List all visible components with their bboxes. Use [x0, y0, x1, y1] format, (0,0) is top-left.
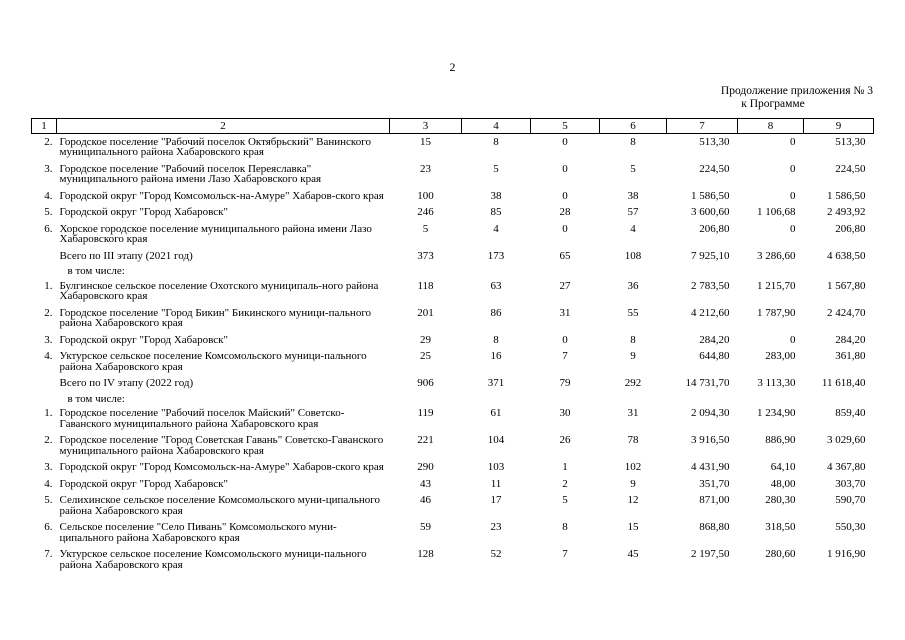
value-cell: 7	[562, 350, 568, 362]
value-cell: 38	[627, 189, 639, 202]
row-name-cell: Всего по IV этапу (2022 год)	[59, 377, 194, 389]
amount-cell: 280,30	[765, 494, 796, 506]
value-cell: 4	[630, 222, 636, 235]
table-row	[32, 348, 874, 375]
value-cell: 221	[417, 434, 434, 446]
table-row	[32, 432, 874, 459]
value-cell: 119	[417, 407, 434, 419]
row-number-cell: 5.	[44, 494, 53, 506]
appendix-line-1: Продолжение приложения № 3	[720, 85, 873, 97]
row-name-cell: Городской округ "Город Хабаровск"	[59, 206, 229, 218]
amount-cell: 4 367,80	[827, 461, 866, 473]
table-row	[32, 248, 874, 265]
amount-cell: 2 094,30	[691, 407, 730, 419]
amount-cell: 886,90	[765, 434, 796, 446]
amount-cell: 303,70	[835, 477, 866, 490]
row-number-cell: 4.	[44, 477, 53, 490]
row-number-cell: 6.	[44, 222, 53, 235]
row-name-cell: Городской округ "Город Хабаровск"	[59, 333, 229, 346]
value-cell: 45	[627, 548, 639, 560]
value-cell: 31	[559, 306, 571, 319]
amount-cell	[667, 392, 738, 406]
value-cell: 23	[420, 162, 431, 175]
header-cell: 7	[667, 119, 738, 134]
row-number-cell	[32, 375, 57, 392]
amount-cell	[738, 392, 804, 406]
header-cell: 2	[57, 119, 390, 134]
value-cell: 46	[420, 494, 431, 506]
value-cell: 100	[417, 189, 434, 202]
amount-cell: 4 212,60	[691, 306, 730, 319]
value-cell: 27	[559, 279, 571, 292]
row-number-cell	[32, 392, 57, 406]
amount-cell: 284,20	[699, 333, 730, 346]
header-cell: 9	[804, 119, 874, 134]
value-cell: 5	[422, 222, 429, 235]
amount-cell: 224,50	[699, 162, 730, 175]
subheading-label: в том числе:	[67, 265, 125, 277]
amount-cell: 3 029,60	[827, 434, 866, 446]
amount-cell: 644,80	[699, 350, 730, 362]
row-name-cell: Уктурское сельское поселение Комсомольского муници-пального района Хабаровского края	[59, 548, 367, 571]
amount-cell: 590,70	[835, 494, 866, 506]
table-row	[32, 161, 874, 188]
amount-cell: 0	[790, 189, 796, 202]
row-name-cell: Хорское городское поселение муниципального района имени Лазо Хабаровского края	[59, 222, 372, 245]
value-cell: 79	[559, 377, 571, 389]
row-name-cell: Сельское поселение "Село Пивань" Комсомольского муни-ципального района Хабаровского края	[59, 521, 337, 544]
row-number-cell: 3.	[44, 461, 53, 473]
amount-cell: 7 925,10	[691, 249, 730, 262]
table-row	[32, 375, 874, 392]
table-row	[32, 519, 874, 546]
value-cell: 52	[490, 548, 502, 560]
value-cell: 23	[490, 521, 502, 533]
value-cell: 12	[627, 494, 639, 506]
value-cell: 5	[493, 162, 499, 175]
value-cell: 0	[562, 333, 568, 346]
amount-cell: 1 215,70	[757, 279, 796, 292]
row-number-cell: 1.	[44, 407, 53, 419]
row-name-cell: Городское поселение "Город Советская Гавань" Советско-Гаванского муниципального района Хабаровского края	[59, 434, 384, 457]
value-cell: 30	[559, 407, 571, 419]
amount-cell: 0	[790, 333, 796, 346]
header-cell: 1	[32, 119, 57, 134]
value-cell	[390, 392, 462, 406]
value-cell: 15	[420, 135, 431, 148]
value-cell: 906	[417, 377, 434, 389]
amount-cell: 2 197,50	[691, 548, 730, 560]
value-cell: 246	[417, 206, 434, 218]
header-cell: 8	[738, 119, 804, 134]
value-cell	[600, 264, 667, 278]
header-cell: 4	[462, 119, 531, 134]
amount-cell: 1 234,90	[757, 407, 796, 419]
amount-cell: 2 424,70	[827, 306, 866, 319]
value-cell: 29	[420, 333, 431, 346]
value-cell: 8	[630, 333, 636, 346]
table-row	[32, 305, 874, 332]
value-cell	[390, 264, 462, 278]
amount-cell: 224,50	[835, 162, 866, 175]
row-number-cell: 4.	[44, 350, 53, 362]
value-cell: 8	[493, 333, 499, 346]
table-row	[32, 278, 874, 305]
value-cell: 63	[490, 279, 502, 292]
value-cell: 290	[417, 461, 434, 473]
row-name-cell: Городское поселение "Рабочий поселок Переяславка" муниципального района имени Лазо Хабаровского края	[59, 162, 322, 185]
table-row	[32, 332, 874, 349]
value-cell: 2	[562, 477, 568, 490]
amount-cell: 318,50	[765, 521, 796, 533]
value-cell: 15	[627, 521, 639, 533]
row-number-cell: 2.	[44, 135, 53, 148]
amount-cell: 1 567,80	[827, 279, 866, 292]
amount-cell: 283,00	[765, 350, 796, 362]
row-number-cell	[32, 264, 57, 278]
subheading-row	[32, 264, 874, 278]
amount-cell: 1 586,50	[691, 189, 730, 202]
value-cell: 38	[490, 189, 502, 202]
amount-cell: 284,20	[835, 333, 866, 346]
value-cell: 26	[559, 434, 571, 446]
value-cell	[600, 392, 667, 406]
value-cell	[462, 264, 531, 278]
amount-cell: 550,30	[835, 521, 866, 533]
value-cell: 28	[559, 206, 571, 218]
amount-cell: 868,80	[699, 521, 730, 533]
value-cell: 103	[487, 461, 505, 473]
value-cell: 55	[627, 306, 639, 319]
table-row	[32, 476, 874, 493]
value-cell: 292	[624, 377, 642, 389]
amount-cell: 3 113,30	[757, 377, 796, 389]
amount-cell: 206,80	[835, 222, 866, 235]
value-cell: 5	[630, 162, 636, 175]
value-cell: 173	[487, 249, 505, 262]
amount-cell: 0	[790, 162, 796, 175]
value-cell: 0	[562, 135, 568, 148]
value-cell: 36	[627, 279, 639, 292]
value-cell: 16	[490, 350, 502, 362]
value-cell	[462, 392, 531, 406]
value-cell: 9	[630, 477, 636, 490]
value-cell: 25	[420, 350, 431, 362]
header-cell: 3	[390, 119, 462, 134]
value-cell: 201	[417, 306, 434, 319]
table-row	[32, 133, 874, 161]
value-cell: 43	[420, 477, 431, 490]
value-cell: 4	[493, 222, 499, 235]
row-number-cell: 4.	[44, 189, 53, 202]
row-name-cell: Городское поселение "Город Бикин" Бикинского муници-пального района Хабаровского края	[59, 306, 372, 329]
amount-cell: 4 638,50	[827, 249, 866, 262]
amount-cell: 3 600,60	[691, 206, 730, 218]
amount-cell: 0	[790, 135, 796, 148]
table-row	[32, 204, 874, 221]
amount-cell: 513,30	[835, 135, 866, 148]
amount-cell: 48,00	[770, 477, 796, 490]
value-cell: 371	[487, 377, 505, 389]
value-cell: 8	[630, 135, 636, 148]
row-number-cell: 6.	[44, 521, 53, 533]
row-name-cell	[57, 392, 390, 406]
value-cell: 0	[562, 222, 568, 235]
appendix-line-2: к Программе	[741, 98, 805, 110]
subheading-label: в том числе:	[67, 392, 125, 405]
row-name-cell: Городской округ "Город Комсомольск-на-Амуре" Хабаров-ского края	[59, 461, 384, 473]
value-cell	[531, 392, 600, 406]
row-name-cell: Уктурское сельское поселение Комсомольского муници-пального района Хабаровского края	[59, 350, 367, 373]
value-cell: 11	[490, 477, 502, 490]
row-number-cell: 3.	[44, 333, 53, 346]
amount-cell: 14 731,70	[685, 377, 730, 389]
amount-cell: 361,80	[835, 350, 866, 362]
row-number-cell: 1.	[44, 279, 53, 292]
row-number-cell: 5.	[44, 206, 53, 218]
value-cell: 8	[493, 135, 499, 148]
amount-cell: 513,30	[699, 135, 730, 148]
value-cell: 128	[417, 548, 434, 560]
row-number-cell: 2.	[44, 306, 53, 319]
value-cell: 7	[562, 548, 568, 560]
value-cell: 0	[562, 189, 568, 202]
table-row	[32, 492, 874, 519]
header-cell: 6	[600, 119, 667, 134]
value-cell: 104	[487, 434, 505, 446]
subheading-row	[32, 392, 874, 406]
value-cell: 86	[490, 306, 502, 319]
value-cell: 17	[490, 494, 502, 506]
amount-cell: 206,80	[699, 222, 730, 235]
amount-cell: 3 916,50	[691, 434, 730, 446]
amount-cell	[804, 392, 874, 406]
value-cell: 78	[627, 434, 639, 446]
value-cell: 102	[624, 461, 642, 473]
value-cell: 9	[630, 350, 636, 362]
value-cell: 1	[562, 461, 568, 473]
row-name-cell: Селихинское сельское поселение Комсомольского муни-ципального района Хабаровского края	[59, 494, 380, 517]
amount-cell: 11 618,40	[821, 377, 866, 389]
header-cell: 5	[531, 119, 600, 134]
appendix-heading	[673, 85, 873, 111]
amount-cell: 871,00	[699, 494, 730, 506]
table-row	[32, 188, 874, 205]
row-name-cell	[57, 264, 390, 278]
row-number-cell: 3.	[44, 162, 53, 175]
row-name-cell: Городской округ "Город Комсомольск-на-Амуре" Хабаров-ского края	[59, 189, 384, 202]
amount-cell: 64,10	[770, 461, 796, 473]
amount-cell: 859,40	[835, 407, 866, 419]
table-row	[32, 405, 874, 432]
value-cell: 5	[562, 494, 568, 506]
table-row	[32, 459, 874, 476]
value-cell: 61	[490, 407, 502, 419]
amount-cell	[738, 264, 804, 278]
row-name-cell: Городское поселение "Рабочий поселок Майский" Советско-Гаванского муниципального района Хабаровского края	[59, 407, 345, 430]
amount-cell: 1 916,90	[827, 548, 866, 560]
value-cell	[531, 264, 600, 278]
value-cell: 65	[559, 249, 571, 262]
program-table	[31, 118, 874, 573]
amount-cell: 280,60	[765, 548, 796, 560]
amount-cell: 1 787,90	[757, 306, 796, 319]
table-header-row	[32, 119, 874, 134]
row-name-cell: Городское поселение "Рабочий поселок Октябрьский" Ванинского муниципального района Хабаровского края	[59, 135, 371, 158]
amount-cell: 1 586,50	[827, 189, 866, 202]
amount-cell: 1 106,68	[757, 206, 796, 218]
value-cell: 59	[420, 521, 431, 533]
row-number-cell: 7.	[44, 548, 53, 560]
amount-cell	[804, 264, 874, 278]
amount-cell: 0	[790, 222, 796, 235]
amount-cell: 2 783,50	[691, 279, 730, 292]
value-cell: 118	[417, 279, 434, 292]
value-cell: 108	[624, 249, 642, 262]
amount-cell: 3 286,60	[757, 249, 796, 262]
row-number-cell: 2.	[44, 434, 53, 446]
value-cell: 31	[627, 407, 639, 419]
value-cell: 85	[490, 206, 502, 218]
value-cell: 8	[562, 521, 568, 533]
table-row	[32, 221, 874, 248]
value-cell: 57	[627, 206, 639, 218]
page-number: 2	[449, 60, 456, 74]
amount-cell	[667, 264, 738, 278]
amount-cell: 351,70	[699, 477, 730, 490]
row-name-cell: Булгинское сельское поселение Охотского муниципаль-ного района Хабаровского края	[59, 279, 379, 302]
amount-cell: 4 431,90	[691, 461, 730, 473]
value-cell: 373	[417, 249, 434, 262]
value-cell: 0	[562, 162, 568, 175]
row-number-cell	[32, 248, 57, 265]
row-name-cell: Городской округ "Город Хабаровск"	[59, 477, 229, 490]
amount-cell: 2 493,92	[827, 206, 866, 218]
row-name-cell: Всего по III этапу (2021 год)	[59, 249, 193, 262]
table-row	[32, 546, 874, 573]
